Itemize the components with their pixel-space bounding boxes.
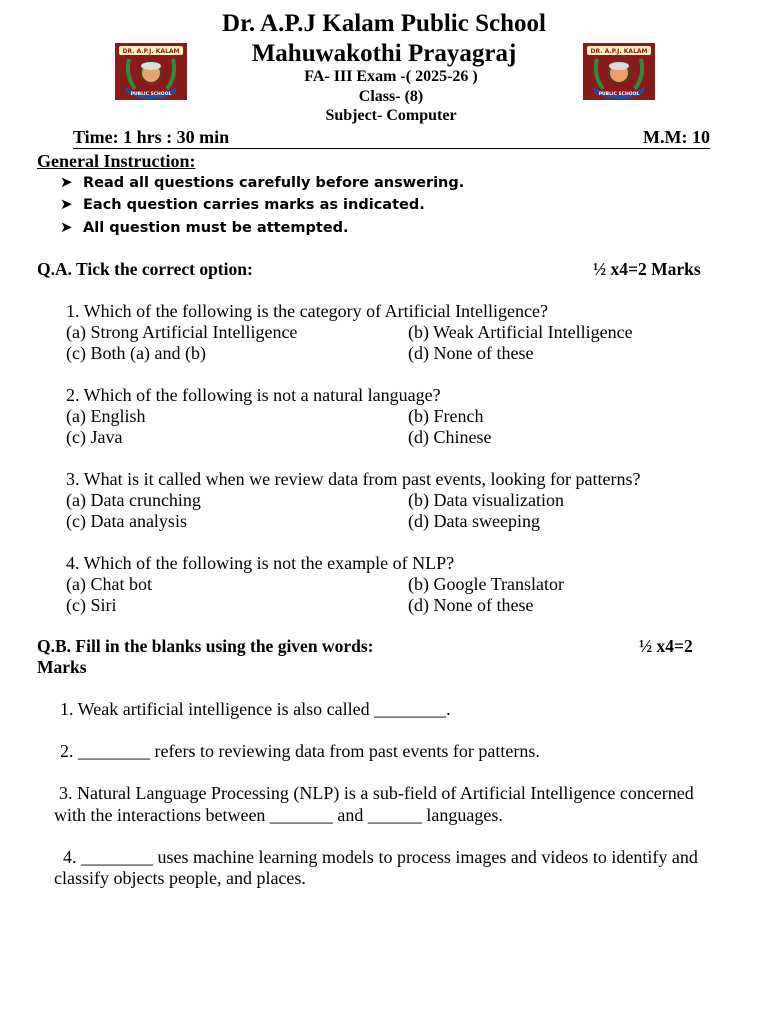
instruction-item: ➤ All question must be attempted.	[60, 218, 349, 236]
school-logo-right	[583, 43, 655, 100]
mcq-question: 4. Which of the following is not the example of NLP?	[66, 553, 455, 573]
time-marks-line	[73, 126, 710, 149]
section-a-marks: ½ x4=2 Marks	[593, 259, 701, 279]
mcq-question: 1. Which of the following is the category of Artificial Intelligence?	[66, 301, 549, 321]
logo-text-top: DR. A.P.J. KALAM	[590, 48, 648, 55]
mcq-option: (a) Chat bot	[66, 574, 152, 594]
instruction-item: ➤ Each question carries marks as indicated.	[60, 195, 425, 213]
logo-text-top: DR. A.P.J. KALAM	[122, 48, 180, 55]
logo-text-bottom: PUBLIC SCHOOL	[598, 92, 640, 97]
school-location: Mahuwakothi Prayagraj	[251, 40, 517, 67]
exam-title: FA- III Exam -( 2025-26 )	[304, 68, 478, 85]
mcq-option: (c) Siri	[66, 595, 117, 615]
section-a-title: Q.A. Tick the correct option:	[37, 259, 253, 279]
arrow-bullet-icon: ➤	[60, 218, 73, 236]
arrow-bullet-icon: ➤	[60, 173, 73, 191]
school-name: Dr. A.P.J Kalam Public School	[222, 10, 546, 37]
mcq-option: (b) French	[408, 406, 484, 426]
fill-blank-question: 2. ________ refers to reviewing data from past events for patterns.	[60, 741, 540, 761]
max-marks-label: M.M: 10	[643, 127, 710, 147]
fill-blank-question-cont: with the interactions between _______ and ______ languages.	[54, 805, 503, 825]
instruction-item: ➤ Read all questions carefully before answering.	[60, 173, 465, 191]
mcq-option: (d) None of these	[408, 343, 534, 363]
mcq-option: (a) English	[66, 406, 146, 426]
mcq-question: 3. What is it called when we review data from past events, looking for patterns?	[66, 469, 641, 489]
fill-blank-question: 1. Weak artificial intelligence is also called ________.	[60, 699, 451, 719]
mcq-question: 2. Which of the following is not a natural language?	[66, 385, 441, 405]
section-b-marks: ½ x4=2	[639, 636, 693, 656]
mcq-option: (c) Data analysis	[66, 511, 187, 531]
fill-blank-question: 3. Natural Language Processing (NLP) is a sub-field of Artificial Intelligence concerned	[59, 783, 694, 803]
fill-blank-question: 4. ________ uses machine learning models to process images and videos to identify and	[63, 847, 698, 867]
section-b-title: Q.B. Fill in the blanks using the given words:	[37, 636, 374, 656]
logo-text-bottom: PUBLIC SCHOOL	[130, 92, 172, 97]
mcq-option: (d) Data sweeping	[408, 511, 540, 531]
fill-blank-question-cont: classify objects people, and places.	[54, 868, 306, 888]
mcq-option: (b) Google Translator	[408, 574, 564, 594]
section-b-marks-cont: Marks	[37, 657, 87, 677]
mcq-option: (b) Weak Artificial Intelligence	[408, 322, 633, 342]
mcq-option: (a) Data crunching	[66, 490, 201, 510]
instructions-title: General Instruction:	[37, 151, 196, 171]
time-label: Time: 1 hrs : 30 min	[73, 127, 230, 147]
arrow-bullet-icon: ➤	[60, 195, 73, 213]
mcq-option: (d) None of these	[408, 595, 534, 615]
mcq-option: (d) Chinese	[408, 427, 492, 447]
subject-label: Subject- Computer	[325, 107, 457, 124]
mcq-option: (c) Both (a) and (b)	[66, 343, 206, 363]
school-logo-left	[115, 43, 187, 100]
mcq-option: (b) Data visualization	[408, 490, 564, 510]
mcq-option: (c) Java	[66, 427, 123, 447]
mcq-option: (a) Strong Artificial Intelligence	[66, 322, 298, 342]
class-label: Class- (8)	[358, 88, 424, 105]
